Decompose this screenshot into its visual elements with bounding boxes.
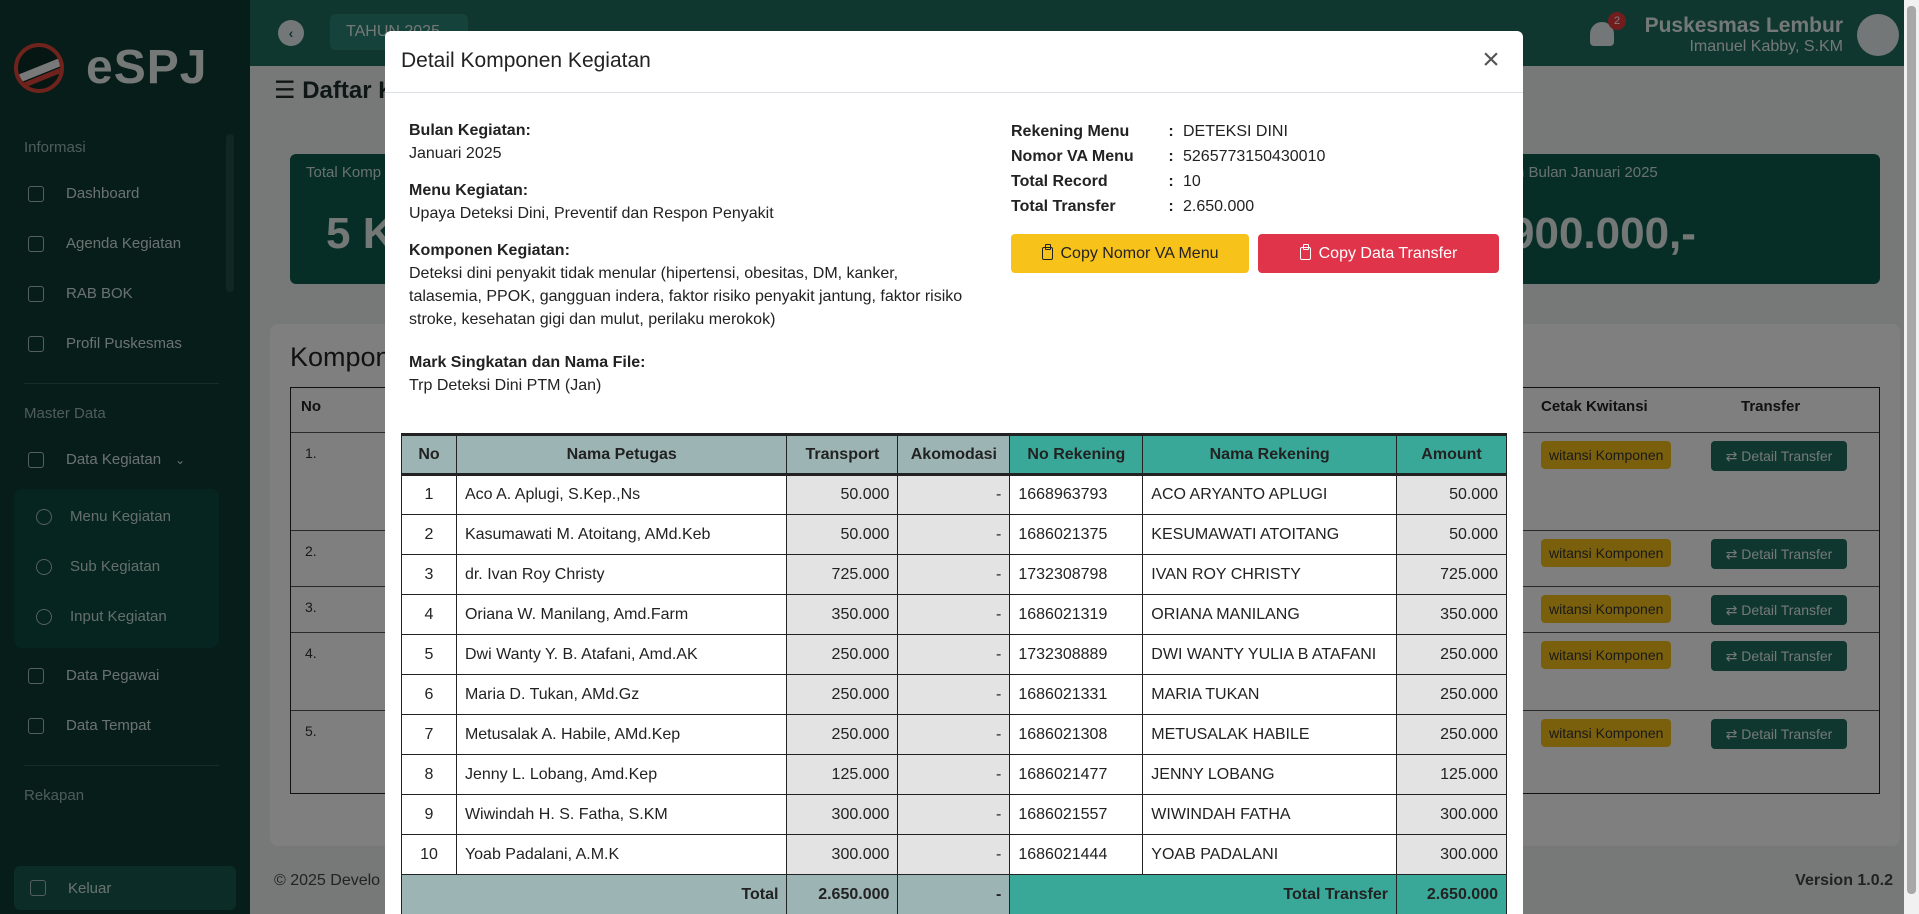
cell-no-rekening: 1686021557 bbox=[1010, 795, 1143, 835]
mark-value: Trp Deteksi Dini PTM (Jan) bbox=[409, 377, 602, 394]
cell-transport: 300.000 bbox=[787, 795, 898, 835]
cell-amount: 725.000 bbox=[1397, 555, 1507, 595]
cell-nama-rekening: ORIANA MANILANG bbox=[1143, 595, 1397, 635]
button-label: Copy Nomor VA Menu bbox=[1060, 244, 1219, 262]
cell-nama-petugas: Oriana W. Manilang, Amd.Farm bbox=[456, 595, 786, 635]
cell-akomodasi: - bbox=[898, 715, 1010, 755]
komponen-value: Deteksi dini penyakit tidak menular (hipertensi, obesitas, DM, kanker, talasemia, PPOK, gangguan indera, faktor risiko penyakit jantung, faktor risiko stroke, kesehatan gigi dan mulut, perilaku merokok) bbox=[409, 265, 963, 328]
cell-no: 9 bbox=[402, 795, 457, 835]
cell-transport: 250.000 bbox=[787, 635, 898, 675]
table-row bbox=[402, 515, 1507, 555]
separator: : bbox=[1168, 123, 1174, 140]
transfer-summary bbox=[1011, 119, 1325, 219]
cell-transport: 250.000 bbox=[787, 675, 898, 715]
cell-amount: 50.000 bbox=[1397, 515, 1507, 555]
window-scrollbar[interactable] bbox=[1904, 0, 1919, 914]
table-row bbox=[402, 835, 1507, 875]
total-amount: 2.650.000 bbox=[1397, 875, 1507, 914]
table-header-row bbox=[402, 435, 1507, 475]
cell-no: 1 bbox=[402, 475, 457, 515]
cell-nama-rekening: YOAB PADALANI bbox=[1143, 835, 1397, 875]
cell-akomodasi: - bbox=[898, 635, 1010, 675]
cell-transport: 50.000 bbox=[787, 515, 898, 555]
cell-no: 8 bbox=[402, 755, 457, 795]
cell-nama-rekening: ACO ARYANTO APLUGI bbox=[1143, 475, 1397, 515]
cell-no: 7 bbox=[402, 715, 457, 755]
table-row bbox=[402, 715, 1507, 755]
cell-nama-petugas: Wiwindah H. S. Fatha, S.KM bbox=[456, 795, 786, 835]
window-scrollbar-thumb[interactable] bbox=[1907, 6, 1916, 894]
cell-no-rekening: 1686021477 bbox=[1010, 755, 1143, 795]
copy-nomor-va-button[interactable] bbox=[1011, 234, 1249, 273]
cell-transport: 350.000 bbox=[787, 595, 898, 635]
cell-akomodasi: - bbox=[898, 755, 1010, 795]
cell-akomodasi: - bbox=[898, 795, 1010, 835]
cell-nama-rekening: WIWINDAH FATHA bbox=[1143, 795, 1397, 835]
cell-transport: 125.000 bbox=[787, 755, 898, 795]
bulan-label: Bulan Kegiatan: bbox=[409, 122, 531, 139]
mark-label: Mark Singkatan dan Nama File: bbox=[409, 354, 646, 371]
komponen-label: Komponen Kegiatan: bbox=[409, 242, 570, 259]
total-record-label: Total Record bbox=[1011, 173, 1108, 190]
cell-transport: 50.000 bbox=[787, 475, 898, 515]
cell-nama-petugas: Aco A. Aplugi, S.Kep.,Ns bbox=[456, 475, 786, 515]
table-row bbox=[402, 475, 1507, 515]
cell-no: 2 bbox=[402, 515, 457, 555]
cell-amount: 125.000 bbox=[1397, 755, 1507, 795]
column-header-transport: Transport bbox=[787, 435, 898, 475]
cell-nama-petugas: Maria D. Tukan, AMd.Gz bbox=[456, 675, 786, 715]
total-transport: 2.650.000 bbox=[787, 875, 898, 914]
modal-header bbox=[385, 31, 1523, 93]
table-row bbox=[402, 795, 1507, 835]
cell-amount: 350.000 bbox=[1397, 595, 1507, 635]
cell-akomodasi: - bbox=[898, 675, 1010, 715]
column-header-nama-petugas: Nama Petugas bbox=[456, 435, 786, 475]
separator: : bbox=[1168, 148, 1174, 165]
cell-amount: 300.000 bbox=[1397, 795, 1507, 835]
cell-amount: 250.000 bbox=[1397, 675, 1507, 715]
menu-value: Upaya Deteksi Dini, Preventif dan Respon Penyakit bbox=[409, 205, 774, 222]
rekening-menu-row bbox=[1011, 119, 1325, 144]
table-total-row bbox=[402, 875, 1507, 914]
total-label: Total bbox=[402, 875, 787, 914]
column-header-akomodasi: Akomodasi bbox=[898, 435, 1010, 475]
table-row bbox=[402, 595, 1507, 635]
bulan-value: Januari 2025 bbox=[409, 145, 502, 162]
rekening-menu-label: Rekening Menu bbox=[1011, 123, 1130, 140]
cell-no-rekening: 1732308798 bbox=[1010, 555, 1143, 595]
button-label: Copy Data Transfer bbox=[1318, 244, 1458, 262]
total-akomodasi: - bbox=[898, 875, 1010, 914]
cell-no-rekening: 1732308889 bbox=[1010, 635, 1143, 675]
cell-no-rekening: 1686021375 bbox=[1010, 515, 1143, 555]
nomor-va-value: 5265773150430010 bbox=[1183, 148, 1326, 165]
table-row bbox=[402, 675, 1507, 715]
cell-nama-petugas: Yoab Padalani, A.M.K bbox=[456, 835, 786, 875]
cell-nama-rekening: KESUMAWATI ATOITANG bbox=[1143, 515, 1397, 555]
separator: : bbox=[1168, 198, 1174, 215]
cell-akomodasi: - bbox=[898, 555, 1010, 595]
cell-akomodasi: - bbox=[898, 595, 1010, 635]
total-transfer-row bbox=[1011, 194, 1325, 219]
nomor-va-row bbox=[1011, 144, 1325, 169]
column-header-no: No bbox=[402, 435, 457, 475]
cell-amount: 250.000 bbox=[1397, 635, 1507, 675]
cell-nama-petugas: Dwi Wanty Y. B. Atafani, Amd.AK bbox=[456, 635, 786, 675]
cell-no: 6 bbox=[402, 675, 457, 715]
cell-no: 3 bbox=[402, 555, 457, 595]
cell-transport: 250.000 bbox=[787, 715, 898, 755]
komponen-kegiatan bbox=[409, 239, 969, 331]
column-header-no-rekening: No Rekening bbox=[1010, 435, 1143, 475]
cell-nama-petugas: Metusalak A. Habile, AMd.Kep bbox=[456, 715, 786, 755]
total-record-row bbox=[1011, 169, 1325, 194]
cell-amount: 50.000 bbox=[1397, 475, 1507, 515]
cell-akomodasi: - bbox=[898, 835, 1010, 875]
cell-akomodasi: - bbox=[898, 515, 1010, 555]
cell-nama-petugas: dr. Ivan Roy Christy bbox=[456, 555, 786, 595]
cell-nama-petugas: Jenny L. Lobang, Amd.Kep bbox=[456, 755, 786, 795]
cell-nama-rekening: METUSALAK HABILE bbox=[1143, 715, 1397, 755]
menu-label: Menu Kegiatan: bbox=[409, 182, 529, 199]
table-row bbox=[402, 635, 1507, 675]
table-row bbox=[402, 555, 1507, 595]
table-row bbox=[402, 755, 1507, 795]
column-header-amount: Amount bbox=[1397, 435, 1507, 475]
column-header-nama-rekening: Nama Rekening bbox=[1143, 435, 1397, 475]
total-record-value: 10 bbox=[1183, 173, 1201, 190]
total-transfer-label: Total Transfer bbox=[1010, 875, 1397, 914]
cell-no: 10 bbox=[402, 835, 457, 875]
detail-komponen-modal bbox=[385, 31, 1523, 914]
clipboard-icon bbox=[1300, 247, 1311, 260]
cell-nama-rekening: IVAN ROY CHRISTY bbox=[1143, 555, 1397, 595]
cell-transport: 300.000 bbox=[787, 835, 898, 875]
cell-no-rekening: 1686021319 bbox=[1010, 595, 1143, 635]
copy-data-transfer-button[interactable] bbox=[1258, 234, 1499, 273]
cell-no: 4 bbox=[402, 595, 457, 635]
cell-amount: 250.000 bbox=[1397, 715, 1507, 755]
cell-no-rekening: 1686021331 bbox=[1010, 675, 1143, 715]
cell-no-rekening: 1686021444 bbox=[1010, 835, 1143, 875]
cell-no-rekening: 1686021308 bbox=[1010, 715, 1143, 755]
nomor-va-label: Nomor VA Menu bbox=[1011, 148, 1134, 165]
close-icon[interactable]: × bbox=[1482, 43, 1500, 76]
transfer-detail-table bbox=[401, 433, 1507, 914]
cell-transport: 725.000 bbox=[787, 555, 898, 595]
cell-nama-petugas: Kasumawati M. Atoitang, AMd.Keb bbox=[456, 515, 786, 555]
modal-title: Detail Komponen Kegiatan bbox=[401, 49, 651, 72]
cell-nama-rekening: JENNY LOBANG bbox=[1143, 755, 1397, 795]
rekening-menu-value: DETEKSI DINI bbox=[1183, 123, 1288, 140]
cell-no: 5 bbox=[402, 635, 457, 675]
cell-amount: 300.000 bbox=[1397, 835, 1507, 875]
cell-nama-rekening: MARIA TUKAN bbox=[1143, 675, 1397, 715]
separator: : bbox=[1168, 173, 1174, 190]
total-transfer-label: Total Transfer bbox=[1011, 198, 1116, 215]
cell-nama-rekening: DWI WANTY YULIA B ATAFANI bbox=[1143, 635, 1397, 675]
mark-singkatan bbox=[409, 351, 969, 397]
total-transfer-value: 2.650.000 bbox=[1183, 198, 1255, 215]
cell-no-rekening: 1668963793 bbox=[1010, 475, 1143, 515]
menu-kegiatan bbox=[409, 179, 969, 225]
bulan-kegiatan bbox=[409, 119, 969, 165]
cell-akomodasi: - bbox=[898, 475, 1010, 515]
kegiatan-info bbox=[409, 119, 969, 411]
clipboard-icon bbox=[1042, 247, 1053, 260]
